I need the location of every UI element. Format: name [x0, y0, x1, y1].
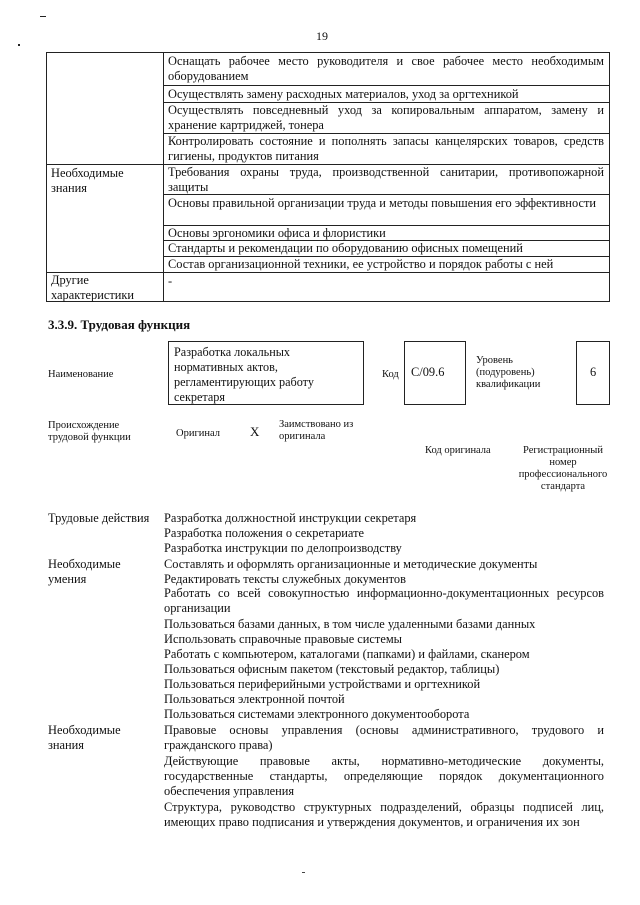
- scan-mark: [40, 16, 46, 17]
- table-row: Основы правильной организации труда и методы повышения его эффективности: [168, 196, 596, 210]
- row-label-skills: Необходимые умения: [48, 557, 121, 586]
- registration-number-label: Регистрационный номер профессионального стандарта: [518, 445, 608, 492]
- level-box: [576, 341, 610, 405]
- list-item: Пользоваться периферийными устройствами и оргтехникой: [164, 677, 481, 691]
- list-item: Использовать справочные правовые системы: [164, 632, 403, 646]
- borrowed-label: Заимствовано из оригинала: [279, 419, 354, 442]
- list-item: Действующие правовые акты, нормативно-методические документы, государственные стандарты, определяющие порядок документационного обеспечения управления: [164, 754, 604, 798]
- list-item: Пользоваться системами электронного документооборота: [164, 707, 470, 721]
- row-label-knowledge-2: Необходимые знания: [48, 723, 121, 752]
- list-item: Правовые основы управления (основы административного, трудового и гражданского права): [164, 723, 604, 752]
- table-row: Основы эргономики офиса и флористики: [168, 226, 386, 240]
- original-code-label: Код оригинала: [425, 445, 491, 456]
- table-row: Стандарты и рекомендации по оборудованию офисных помещений: [168, 241, 523, 255]
- scan-dot: [18, 44, 20, 46]
- level-label: Уровень (подуровень) квалификации: [476, 355, 541, 390]
- original-label: Оригинал: [176, 428, 220, 439]
- list-item: Разработка положения о секретариате: [164, 526, 364, 540]
- list-item: Пользоваться электронной почтой: [164, 692, 345, 706]
- row-label-knowledge: Необходимые знания: [51, 166, 124, 195]
- row-label-actions: Трудовые действия: [48, 511, 150, 525]
- list-item: Структура, руководство структурных подразделений, образцы подписей лиц, имеющих право подписания и утверждения документов, и ограничения их зон: [164, 800, 604, 829]
- code-box: [404, 341, 466, 405]
- original-mark: X: [250, 424, 260, 439]
- table-row: Осуществлять замену расходных материалов, уход за оргтехникой: [168, 87, 519, 101]
- list-item: Пользоваться базами данных, в том числе удаленными базами данных: [164, 617, 536, 631]
- table-row: Оснащать рабочее место руководителя и свое рабочее место необходимым оборудованием: [168, 54, 604, 83]
- column-divider: [163, 53, 164, 301]
- level-value: 6: [590, 365, 597, 379]
- table-row: Осуществлять повседневный уход за копировальным аппаратом, замену и хранение картриджей, тонера: [168, 103, 604, 132]
- list-item: Разработка инструкции по делопроизводству: [164, 541, 402, 555]
- list-item: Составлять и оформлять организационные и методические документы: [164, 557, 538, 571]
- code-value: C/09.6: [411, 365, 445, 379]
- scan-mark: [302, 872, 305, 873]
- page-number: 19: [316, 29, 328, 43]
- other-value: -: [168, 274, 173, 288]
- table-row: Требования охраны труда, производственной санитарии, противопожарной защиты: [168, 165, 604, 194]
- list-item: Разработка должностной инструкции секретаря: [164, 511, 417, 525]
- table-row: Состав организационной техники, ее устройство и порядок работы с ней: [168, 257, 554, 271]
- name-value: Разработка локальных нормативных актов, регламентирующих работу секретаря: [174, 345, 314, 404]
- list-item: Работать со всей совокупностью информационно-документационных ресурсов организации: [164, 586, 604, 615]
- list-item: Пользоваться офисным пакетом (текстовый редактор, таблицы): [164, 662, 500, 676]
- row-label-other: Другие характеристики: [51, 273, 135, 302]
- origin-label: Происхождение трудовой функции: [48, 420, 131, 443]
- list-item: Работать с компьютером, каталогами (папками) и файлами, сканером: [164, 647, 530, 661]
- name-box: [168, 341, 364, 405]
- code-label: Код: [382, 369, 399, 380]
- section-title: 3.3.9. Трудовая функция: [48, 317, 191, 332]
- list-item: Редактировать тексты служебных документов: [164, 572, 406, 586]
- name-label: Наименование: [48, 369, 114, 380]
- continuation-table: [46, 52, 610, 302]
- table-row: Контролировать состояние и пополнять запасы канцелярских товаров, средств гигиены, продуктов питания: [168, 134, 604, 163]
